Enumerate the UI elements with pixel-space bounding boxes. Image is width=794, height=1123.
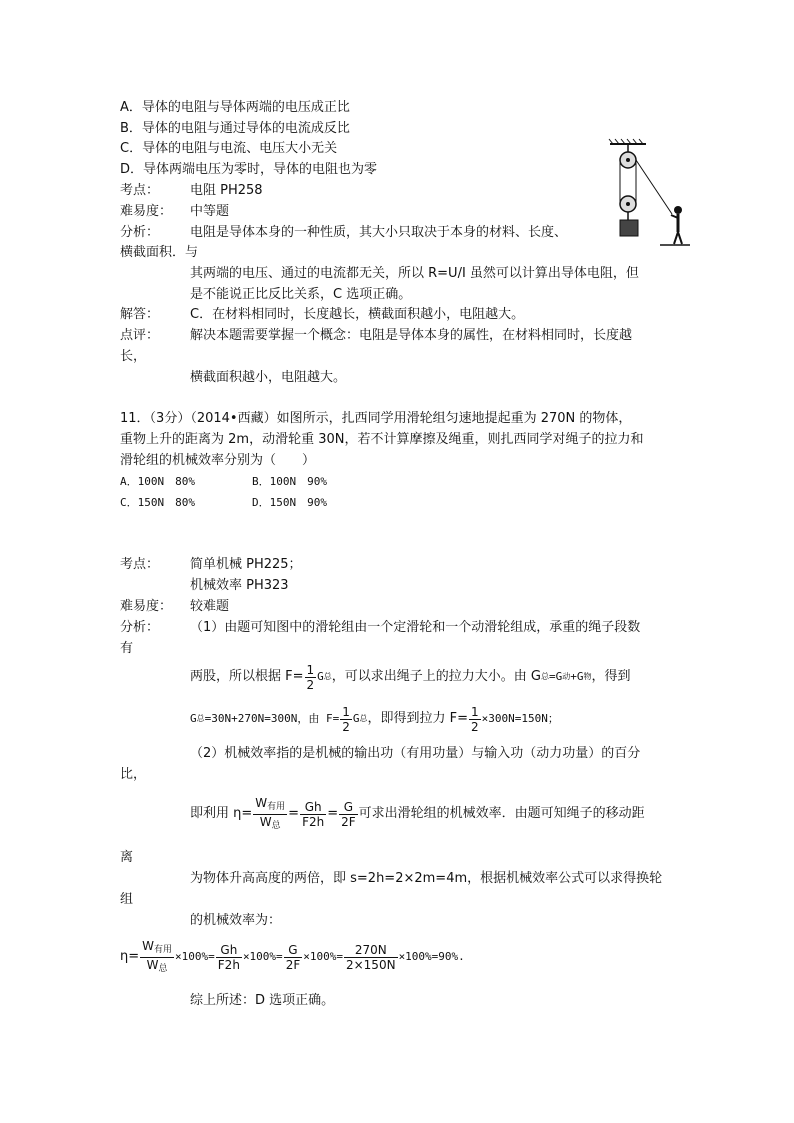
option-c: C．导体的电阻与电流、电压大小无关 [120,141,338,156]
gh: Gh [300,800,326,815]
sol-p3-text-b: =30N+270N=300N，由 F= [204,712,340,725]
sol-p6b: 组 [120,892,134,907]
w-use-w: W [255,795,268,810]
comment-line-1: 解决本题需要掌握一个概念：电阻是导体本身的属性，在材料相同时，长度越 [190,328,633,343]
sol-p5-text-b: 可求出滑轮组的机械效率．由题可知绳子的移动距 [358,806,645,821]
sol-p2-text-c: ，可以求出绳子上的拉力大小。由 G [331,669,541,684]
twof-2: 2F [285,957,301,972]
option-d: D．导体两端电压为零时，导体的电阻也为零 [120,162,378,177]
fraction-w-ratio-2 [140,939,174,976]
sol-p3 [190,702,559,736]
sub-wu: 物 [583,672,592,681]
frac-den: 2 [306,677,315,692]
twof: 2F [341,814,356,829]
eta: η= [120,949,140,964]
eq-sign-1: = [288,806,300,821]
comment-line-2: 横截面积越小，电阻越大。 [190,370,347,385]
sol-p1b: 有 [120,641,134,656]
sub-total: 总 [541,672,549,681]
sol-formula [120,936,465,978]
sol-p3-g2: G [352,712,360,725]
fraction-gh-f2h-2 [216,943,242,972]
d2x150: 2×150N [345,957,396,972]
result: ×100%=90%. [398,950,465,963]
sol-p5 [190,794,645,834]
sol-p1: （1）由题可知图中的滑轮组由一个定滑轮和一个动滑轮组成，承重的绳子段数 [190,620,641,635]
q11-option-c: C．150N 80% [120,496,195,509]
answer-label: 解答： [120,307,160,322]
w-tot-2-w: W [146,957,159,972]
frac-den-3: 2 [471,719,479,734]
difficulty-value: 中等题 [190,204,230,219]
w-use-2-w: W [142,938,155,953]
eq-sign-2: = [327,806,339,821]
fraction-half-2 [340,705,352,734]
sub-total-3: 总 [359,714,368,723]
q11-option-b: B．100N 90% [252,475,327,488]
w-tot-2 [140,958,174,976]
times-100-a: ×100%= [175,950,215,963]
w-tot-w: W [259,814,272,829]
fraction-half [305,663,317,692]
gh-2: Gh [216,943,242,958]
q11-line-2: 重物上升的距离为 2m，动滑轮重 30N，若不计算摩擦及绳重，则扎西同学对绳子的拉力和 [120,432,644,447]
sol-conclusion: 综上所述：D 选项正确。 [190,993,335,1008]
sol-p5-text-a: 即利用 η= [190,806,253,821]
w-use [253,796,287,815]
sol-p6: 为物体升高高度的两倍，即 s=2h=2×2m=4m，根据机械效率公式可以求得换轮 [190,871,663,886]
sol-p3-text-d: ，即得到拉力 F= [367,711,468,726]
sol-p2 [190,660,631,694]
q11-option-a: A．100N 80% [120,475,195,488]
fraction-w-ratio [253,796,287,833]
sol-kaodian-1: 简单机械 PH225； [190,557,302,572]
w-use-2-sub: 有用 [154,944,173,955]
sol-p2-text-f: ，得到 [591,669,631,684]
comment-label: 点评： [120,328,160,343]
times-100-b: ×100%= [242,950,283,963]
pulley-system-figure [600,138,690,250]
sub-total-2: 总 [196,714,205,723]
f2h-2: F2h [217,957,240,972]
frac-num-2: 1 [342,704,350,719]
n270: 270N [344,943,398,958]
sol-p3-text-e: ×300N=150N； [481,712,559,725]
sol-kaodian-label: 考点： [120,557,160,572]
times-100-c: ×100%= [303,950,343,963]
kaodian-label: 考点： [120,183,160,198]
sol-p4: （2）机械效率指的是机械的输出功（有用功量）与输入功（动力功量）的百分 [190,746,641,761]
analysis-line-2: 其两端的电压、通过的电流都无关，所以 R=U/I 虽然可以计算出导体电阻，但 [190,266,639,281]
sol-p2-text-a: 两股，所以根据 F= [190,669,304,684]
sol-p4b: 比， [120,767,147,782]
sol-analysis-label: 分析： [120,620,160,635]
w-tot-2-sub: 总 [158,963,168,974]
sol-p7: 的机械效率为： [190,913,282,928]
fraction-gh-f2h [300,800,326,829]
sol-difficulty-label: 难易度： [120,599,173,614]
sol-difficulty-value: 较难题 [190,599,230,614]
fraction-g-2f-2 [284,943,303,972]
q11-line-3: 滑轮组的机械效率分别为（ ） [120,453,316,468]
option-a: A．导体的电阻与导体两端的电压成正比 [120,100,350,115]
sol-p2-g: G [317,670,324,683]
kaodian-value: 电阻 PH258 [190,183,263,198]
g-2: G [284,943,303,958]
option-b: B．导体的电阻与通过导体的电流成反比 [120,121,350,136]
analysis-line-3: 是不能说正比反比关系，C 选项正确。 [190,287,412,302]
sol-p5c: 离 [120,850,134,865]
fraction-270-300 [344,943,398,972]
answer-value: C．在材料相同时，长度越长，横截面积越小，电阻越大。 [190,307,525,322]
analysis-line-1b: 横截面积．与 [120,245,199,260]
sol-kaodian-2: 机械效率 PH323 [190,578,289,593]
w-use-2 [140,939,174,958]
frac-num: 1 [306,662,315,677]
sol-p2-g-sub: 总 [323,672,332,681]
fraction-g-2f [339,800,358,829]
q11-option-d: D．150N 90% [252,496,327,509]
w-use-sub: 有用 [267,801,286,812]
sol-p3-g: G [190,712,197,725]
w-tot [253,815,287,833]
analysis-line-1: 电阻是导体本身的一种性质，其大小只取决于本身的材料、长度、 [190,225,568,240]
q11-line-1: 11．（3分）（2014•西藏）如图所示，扎西同学用滑轮组匀速地提起重为 270N 的物体， [120,411,632,426]
fraction-half-3 [469,705,481,734]
sub-dong: 动 [562,672,571,681]
w-tot-sub: 总 [271,820,281,831]
sol-p2-eq-g: =G [549,670,563,683]
analysis-label: 分析： [120,225,160,240]
g: G [339,800,358,815]
comment-line-1b: 长， [120,349,147,364]
sol-p2-plus-g: +G [570,670,584,683]
frac-den-2: 2 [342,719,350,734]
difficulty-label: 难易度： [120,204,173,219]
f2h: F2h [302,814,325,829]
frac-num-3: 1 [471,704,479,719]
